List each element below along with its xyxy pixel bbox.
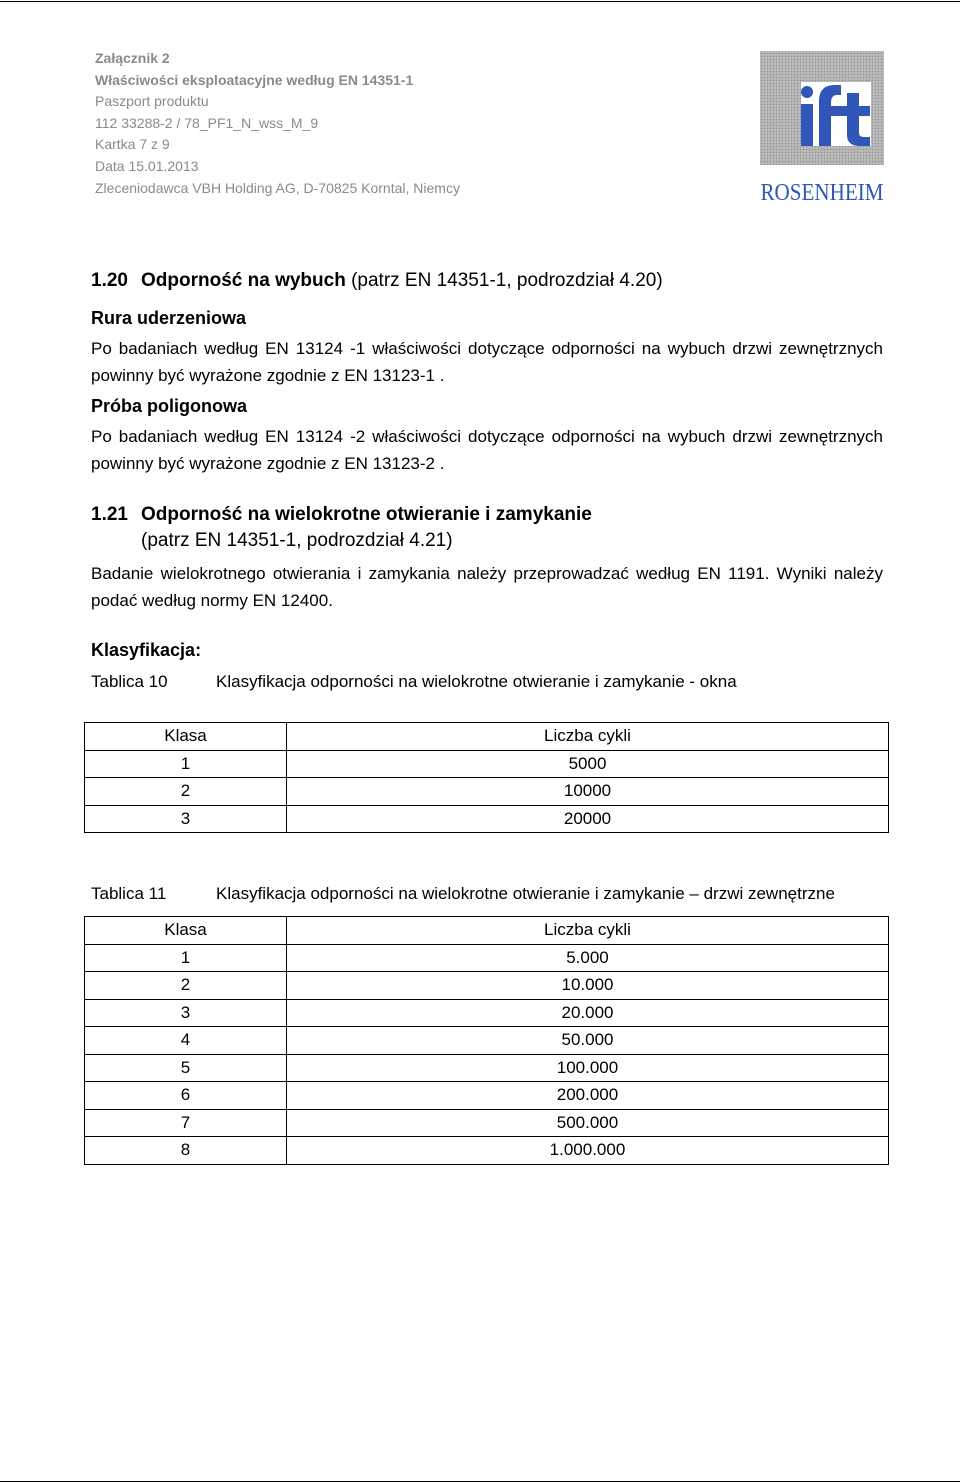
table-row [85,972,889,1000]
table-row [85,778,889,806]
cycles-cell: 50.000 [287,1027,889,1055]
class-cell: 4 [85,1027,287,1055]
class-cell: 3 [85,999,287,1027]
table-header-row [85,917,889,945]
paragraph-range-test: Po badaniach według EN 13124 -2 właściwości dotyczące odporności na wybuch drzwi zewnętrznych powinny być wyrażone zgodnie z EN 13123-2 . [91,427,883,473]
table-row [85,999,889,1027]
cycles-cell: 500.000 [287,1109,889,1137]
table-row [85,805,889,833]
doc-date: Data 15.01.2013 [95,157,199,174]
cycles-cell: 5.000 [287,944,889,972]
table-header-row [85,723,889,751]
header-cell: Klasa [85,917,287,945]
cycles-cell: 20000 [287,805,889,833]
section-1-21-heading [91,502,883,554]
logo-city-text: ROSENHEIM [760,180,884,206]
class-cell: 2 [85,972,287,1000]
section-number: 1.21 [91,504,128,525]
paragraph-impact-tube: Po badaniach według EN 13124 -1 właściwości dotyczące odporności na wybuch drzwi zewnętrznych powinny być wyrażone zgodnie z EN 13123-1 . [91,339,883,385]
table10 [84,722,889,833]
cycles-cell: 10000 [287,778,889,806]
section-number: 1.20 [91,270,128,291]
table10-label: Tablica 10 [91,672,168,691]
class-cell: 1 [85,750,287,778]
classification-heading: Klasyfikacja: [91,640,202,660]
annex-label: Załącznik 2 [95,50,170,66]
class-cell: 1 [85,944,287,972]
class-cell: 5 [85,1054,287,1082]
cycles-cell: 20.000 [287,999,889,1027]
section-title: Odporność na wybuch [141,270,346,291]
class-cell: 7 [85,1109,287,1137]
header-cell: Liczba cykli [287,723,889,751]
cycles-cell: 1.000.000 [287,1137,889,1165]
doc-number: 112 33288-2 / 78_PF1_N_wss_M_9 [95,114,319,131]
table-row [85,1027,889,1055]
section-reference: (patrz EN 14351-1, podrozdział 4.20) [345,270,663,291]
class-cell: 6 [85,1082,287,1110]
subheading-range-test: Próba poligonowa [91,396,247,416]
cycles-cell: 10.000 [287,972,889,1000]
table-row [85,944,889,972]
page-number: Kartka 7 z 9 [95,136,170,153]
header-cell: Liczba cykli [287,917,889,945]
section-reference: (patrz EN 14351-1, podrozdział 4.21) [141,530,453,551]
client-info: Zleceniodawca VBH Holding AG, D-70825 Korntal, Niemcy [95,179,460,196]
table-row [85,1082,889,1110]
table-row [85,1054,889,1082]
table-row [85,750,889,778]
top-border [0,1,960,2]
ift-rosenheim-logo [757,49,886,205]
table11 [84,916,889,1165]
table-row [85,1109,889,1137]
header-title: Właściwości eksploatacyjne według EN 14351-1 [95,71,414,88]
section-title: Odporność na wielokrotne otwieranie i zamykanie [141,504,592,525]
table11-label: Tablica 11 [91,884,167,903]
table11-caption [91,882,835,906]
header-cell: Klasa [85,723,287,751]
subheading-impact-tube: Rura uderzeniowa [91,308,247,328]
cycles-cell: 100.000 [287,1054,889,1082]
paragraph-cycles: Badanie wielokrotnego otwierania i zamykania należy przeprowadzać według EN 1191. Wyniki należy podać według normy EN 12400. [91,564,883,610]
class-cell: 3 [85,805,287,833]
table-row [85,1137,889,1165]
main-content [91,268,883,694]
document-header [95,48,460,199]
doc-type: Paszport produktu [95,93,209,110]
cycles-cell: 200.000 [287,1082,889,1110]
section-1-20-heading [91,268,883,294]
class-cell: 2 [85,778,287,806]
table11-title: Klasyfikacja odporności na wielokrotne otwieranie i zamykanie – drzwi zewnętrzne [216,884,835,903]
bottom-border [0,1481,960,1482]
cycles-cell: 5000 [287,750,889,778]
table10-caption [91,670,883,694]
table10-title: Klasyfikacja odporności na wielokrotne otwieranie i zamykanie - okna [216,672,737,691]
class-cell: 8 [85,1137,287,1165]
